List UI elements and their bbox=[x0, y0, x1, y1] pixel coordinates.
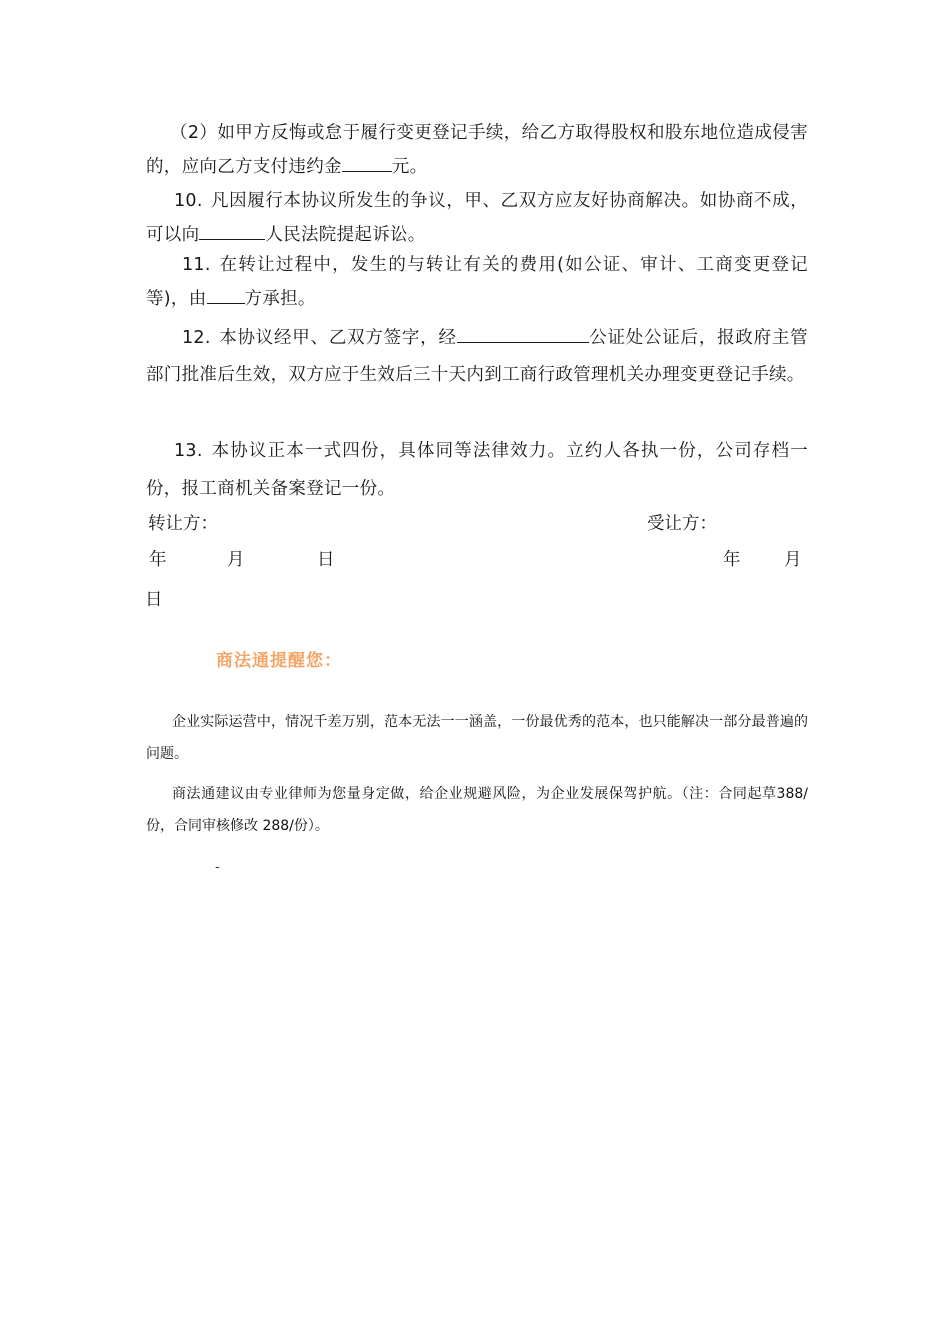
cost-party-blank bbox=[207, 283, 245, 304]
clause-11-suffix: 方承担。 bbox=[244, 289, 316, 309]
clause-10-number: 10. bbox=[174, 191, 203, 211]
notice-title: 商法通提醒您： bbox=[216, 651, 342, 671]
clause-12-number: 12. bbox=[182, 328, 211, 348]
transferee-year: 年 bbox=[723, 550, 741, 570]
clause-9-2-prefix: （2）如甲方反悔或怠于履行变更登记手续，给乙方取得股权和股东地位造成侵害的，应向乙方支付违约金 bbox=[146, 123, 808, 177]
notice-text-2: 商法通建议由专业律师为您量身定做，给企业规避风险，为企业发展保驾护航。（注：合同起草388/份，合同审核修改 288/份）。 bbox=[146, 786, 808, 834]
clause-10-prefix: 凡因履行本协议所发生的争议，甲、乙双方应友好协商解决。如协商不成，可以向 bbox=[146, 191, 808, 245]
clause-12-suffix: 公证处公证后，报政府主管部门批准后生效，双方应于生效后三十天内到工商行政管理机关办理变更登记手续。 bbox=[146, 328, 808, 385]
clause-11-prefix: 在转让过程中，发生的与转让有关的费用(如公证、审计、工商变更登记等)，由 bbox=[146, 255, 808, 309]
footer-dash: - bbox=[215, 860, 220, 875]
clause-13 bbox=[146, 432, 808, 508]
transferee-month: 月 bbox=[784, 550, 802, 570]
transferee-day: 日 bbox=[145, 590, 163, 610]
clause-10-suffix: 人民法院提起诉讼。 bbox=[265, 225, 426, 245]
transferee-label: 受让方： bbox=[647, 514, 717, 534]
transferor-label: 转让方： bbox=[148, 514, 218, 534]
notary-office-blank bbox=[457, 322, 589, 343]
clause-13-text: 本协议正本一式四份，具体同等法律效力。立约人各执一份，公司存档一份，报工商机关备案登记一份。 bbox=[146, 441, 808, 499]
clause-13-number: 13. bbox=[174, 441, 203, 461]
penalty-amount-blank bbox=[342, 151, 392, 172]
clause-10 bbox=[146, 184, 808, 252]
clause-12-prefix: 本协议经甲、乙双方签字，经 bbox=[218, 328, 457, 348]
clause-12 bbox=[146, 320, 808, 394]
clause-11-number: 11. bbox=[182, 255, 211, 275]
court-name-blank bbox=[199, 219, 265, 240]
notice-text-1: 企业实际运营中，情况千差万别，范本无法一一涵盖，一份最优秀的范本，也只能解决一部分最普遍的问题。 bbox=[146, 714, 808, 762]
clause-9-2 bbox=[146, 116, 808, 184]
notice-paragraph-2 bbox=[146, 778, 808, 842]
notice-paragraph-1 bbox=[146, 706, 808, 770]
transferor-day: 日 bbox=[317, 550, 335, 570]
clause-11 bbox=[146, 248, 808, 316]
transferor-year: 年 bbox=[149, 550, 167, 570]
transferor-month: 月 bbox=[227, 550, 245, 570]
clause-9-2-suffix: 元。 bbox=[391, 157, 428, 177]
